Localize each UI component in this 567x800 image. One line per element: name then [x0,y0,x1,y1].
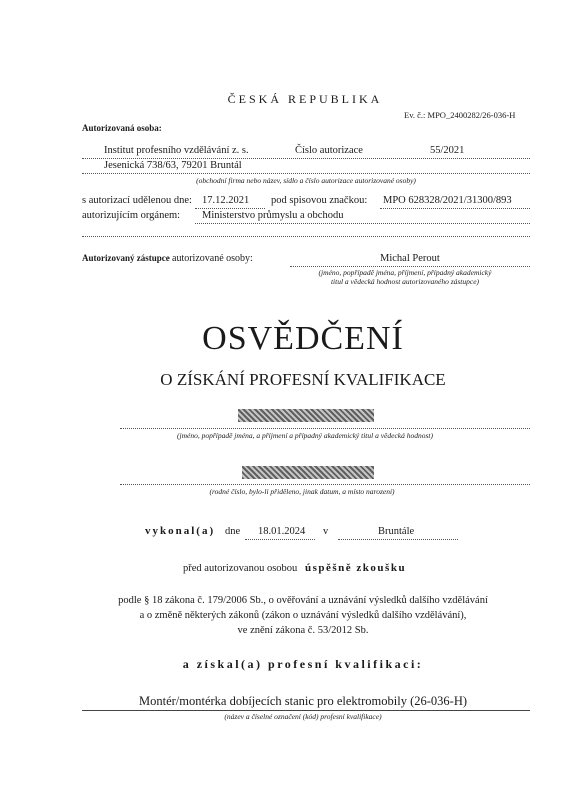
divider-line [195,208,265,209]
legal-line-1: podle § 18 zákona č. 179/2006 Sb., o ověřování a uznávání výsledků dalšího vzdělávání [118,595,488,606]
authorization-granted-date: 17.12.2021 [202,195,250,206]
representative-label-rest: autorizované osoby: [172,253,253,264]
qualification-caption: (název a číselné označení (kód) profesní kvalifikace) [224,712,382,721]
before-authorized-text: před autorizovanou osobou [183,563,298,574]
divider-line [120,428,530,429]
divider-line [290,266,530,267]
certificate-title: OSVĚDČENÍ [202,320,404,357]
holder-birth-caption: (rodné číslo, bylo-li přiděleno, jinak datum, a místo narození) [209,487,395,496]
divider-line [82,710,530,711]
authorization-number-label: Číslo autorizace [295,145,363,156]
legal-line-2: a o změně některých zákonů (zákon o uznávání výsledků dalšího vzdělávání), [139,610,467,621]
exam-date: 18.01.2024 [258,526,306,537]
divider-line [338,539,458,540]
exam-place-label: v [323,526,329,537]
divider-line [120,484,530,485]
legal-line-3: ve znění zákona č. 53/2012 Sb. [237,625,369,636]
certificate-subtitle: O ZÍSKÁNÍ PROFESNÍ KVALIFIKACE [160,370,446,389]
success-exam-text: úspěšně zkoušku [305,562,407,574]
divider-line [245,539,315,540]
authority-label: autorizujícím orgánem: [82,210,181,221]
redacted-name-block [238,409,374,422]
representative-caption-1: (jméno, popřípadě jména, příjmení, případný akademický [318,268,492,277]
exam-place: Bruntále [378,526,415,537]
holder-name-caption: (jméno, popřípadě jména, a příjmení a případný akademický titul a vědecká hodnost) [177,431,433,440]
qualification-name: Montér/montérka dobíjecích stanic pro elektromobily (26-036-H) [138,694,468,708]
divider-line [82,236,530,237]
evidence-number: Ev. č.: MPO_2400282/26-036-H [404,110,516,120]
authority-name: Ministerstvo průmyslu a obchodu [202,210,344,221]
country-heading: ČESKÁ REPUBLIKA [227,92,383,106]
divider-line [82,173,530,174]
exam-completed-label: vykonal(a) [145,525,216,537]
file-number: MPO 628328/2021/31300/893 [383,195,512,206]
authorized-person-name: Institut profesního vzdělávání z. s. [104,145,249,156]
exam-date-label: dne [225,526,241,537]
authorization-granted-label: s autorizací udělenou dne: [82,195,192,206]
qualification-obtained-label: a získal(a) profesní kvalifikaci: [182,657,424,671]
authorized-person-address: Jesenická 738/63, 79201 Bruntál [104,160,242,171]
redacted-birth-block [242,466,374,479]
authorization-number: 55/2021 [430,145,465,156]
representative-name: Michal Perout [380,253,440,264]
authorized-person-caption: (obchodní firma nebo název, sídlo a číslo autorizace autorizované osoby) [196,176,416,185]
authorized-person-label: Autorizovaná osoba: [82,123,162,133]
divider-line [82,158,530,159]
representative-label [82,253,253,264]
representative-caption-2: titul a vědecká hodnost autorizovaného zástupce) [330,277,480,286]
divider-line [195,223,530,224]
file-number-label: pod spisovou značkou: [271,195,368,206]
representative-label-bold: Autorizovaný zástupce [82,253,170,263]
divider-line [380,208,530,209]
